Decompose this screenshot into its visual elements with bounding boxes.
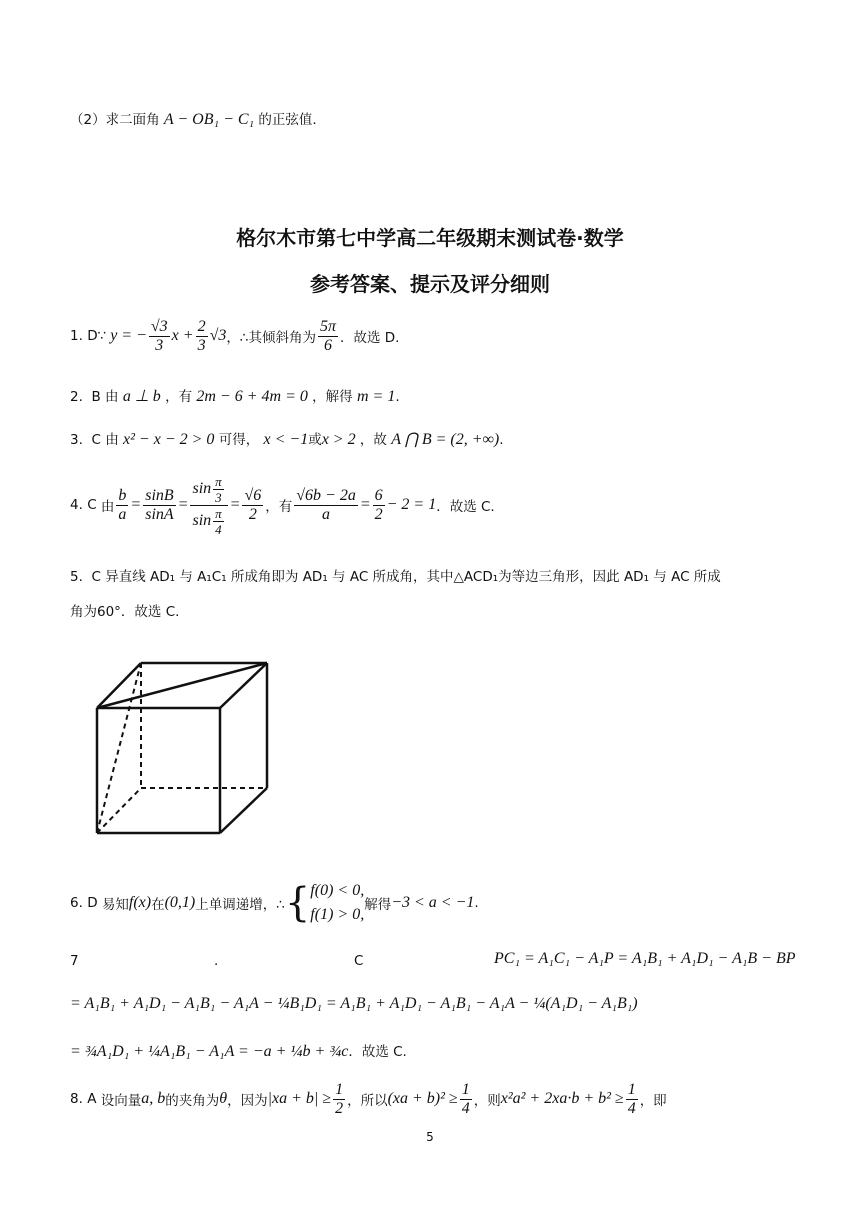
angle-fraction: $\frac{5\pi}{6}$ [319, 317, 336, 354]
text: ，则 [473, 1093, 501, 1109]
answer-number: 1. [70, 328, 83, 344]
answer-4 [70, 466, 495, 544]
equation-lhs: y = − [110, 327, 147, 344]
answer-choice: C [87, 497, 97, 513]
answer-1 [70, 314, 399, 358]
result: −3 < a < −1 [391, 894, 475, 911]
answer-number: 3. [70, 432, 83, 448]
text: 的夹角为 [165, 1093, 220, 1109]
text: 由 [100, 499, 115, 515]
equation: 2m − 6 + 4m = 0 [196, 388, 308, 405]
text: ，有 [265, 499, 293, 515]
because-symbol: ∵ [97, 328, 107, 344]
answer-number: 8. [70, 1091, 83, 1107]
document-title: 格尔木市第七中学高二年级期末测试卷·数学 [236, 226, 624, 250]
answer-text: 异直线 AD₁ 与 A₁C₁ 所成角即为 AD₁ 与 AC 所成角，其中△ACD₁为等边三角形，因此 AD₁ 与 AC 所成 [105, 569, 721, 585]
equals: = [359, 496, 371, 513]
interval: (0,1) [164, 894, 196, 911]
vectors: a, b [141, 1090, 166, 1107]
condition-system: f(0) < 0, f(1) > 0, [310, 882, 365, 923]
cube-diagram [70, 630, 300, 862]
fraction: $\frac{1}{4}$ [627, 1080, 636, 1117]
q2-suffix: 的正弦值. [258, 112, 317, 128]
text: ，即 [639, 1093, 667, 1109]
text: 上单调递增，∴ [195, 897, 285, 913]
absolute-inequality: |xa + b| ≥ [267, 1090, 332, 1107]
fraction: $\frac{1}{2}$ [335, 1080, 344, 1117]
equals: = [177, 496, 189, 513]
angle-symbol: θ [219, 1090, 228, 1107]
text: ，有 [165, 389, 193, 405]
range-1: x < −1 [263, 431, 309, 448]
range-2: x > 2 [321, 431, 356, 448]
answer-2 [70, 385, 400, 406]
fraction: $\frac{√6}{2}$ [244, 486, 262, 523]
solution: m = 1 [356, 388, 396, 405]
sqrt-term: √3 [209, 327, 227, 344]
document-subtitle: 参考答案、提示及评分细则 [310, 272, 550, 296]
answer-7-number: 7 [70, 953, 79, 969]
equals: = [229, 496, 241, 513]
answer-number: 6. [70, 895, 83, 911]
answer-7-line-2: = A₁B₁ + A₁D₁ − A₁B₁ − A₁A − ¼B₁D₁ = A₁B₁ + A₁D₁ − A₁B₁ − A₁A − ¼(A₁D₁ − A₁B₁) [70, 995, 638, 1012]
equation-mid: x + [171, 327, 194, 344]
compound-fraction: sin $\frac{\pi}{3}$ sin $\frac{\pi}{4}$ [190, 475, 227, 536]
answer-end: ．故选 D. [339, 330, 400, 346]
answer-5-line-1 [70, 565, 721, 585]
q2-expression: A − OB₁ − C₁ [163, 111, 255, 128]
answer-5-line-2: 角为60°．故选 C. [70, 604, 180, 620]
hidden-edge-ad [97, 788, 141, 833]
squared-inequality: (xa + b)² ≥ [387, 1090, 458, 1107]
answer-choice: C [91, 432, 101, 448]
fraction: $\frac{\sin B}{\sin A}$ [145, 486, 174, 523]
answer-number: 2. [70, 389, 83, 405]
answer-end: ．故选 C. [436, 499, 495, 515]
answer-choice: A [87, 1091, 97, 1107]
text: 解得 [364, 897, 392, 913]
brace-icon: { [284, 880, 311, 926]
text: ，故 [359, 432, 387, 448]
text: 由 [105, 389, 119, 405]
answer-choice: D [87, 328, 98, 344]
answer-choice: C [91, 569, 101, 585]
answer-number: 5. [70, 569, 83, 585]
fraction: $\frac{b}{a}$ [118, 486, 127, 523]
text: ，因为 [227, 1093, 268, 1109]
equals: = [130, 496, 142, 513]
answer-6 [70, 876, 479, 930]
answer-7-line-1: PC₁ = A₁C₁ − A₁P = A₁B₁ + A₁D₁ − A₁B − BP [494, 950, 796, 967]
function: f(x) [128, 894, 152, 911]
answer-7-choice: C [354, 953, 364, 969]
text: . [395, 389, 400, 405]
expression: − 2 = 1 [386, 496, 437, 513]
text: ，解得 [312, 389, 353, 405]
text: 易知 [101, 897, 129, 913]
answer-7-dot: . [214, 953, 219, 969]
text: . [499, 432, 504, 448]
expanded-inequality: x²a² + 2xa·b + b² ≥ [500, 1090, 624, 1107]
text: 在 [151, 897, 165, 913]
answer-number: 4. [70, 497, 83, 513]
inequality: x² − x − 2 > 0 [123, 431, 215, 448]
answer-8 [70, 1076, 667, 1122]
fraction: $\frac{1}{4}$ [461, 1080, 470, 1117]
perpendicular-expr: a ⊥ b [122, 388, 161, 405]
text: 由 [105, 432, 119, 448]
answer-3 [70, 428, 504, 449]
question-2-line [70, 108, 317, 129]
hidden-diagonal-ad1 [97, 663, 141, 833]
answer-7-line-3: = ¾A₁D₁ + ¼A₁B₁ − A₁A = −a + ¼b + ¾c．故选 C. [70, 1043, 407, 1060]
text: . [474, 895, 479, 911]
text: 可得， [218, 432, 260, 448]
result: A ⋂ B = (2, +∞) [391, 431, 500, 448]
text: 或 [308, 432, 322, 448]
edge-bc [220, 788, 267, 833]
answer-choice: D [87, 895, 98, 911]
text: 设向量 [100, 1093, 142, 1109]
diagonal-a1c1 [97, 663, 267, 708]
fraction: $\frac{6}{2}$ [374, 486, 383, 523]
text: ，所以 [347, 1093, 388, 1109]
fraction: $\frac{√6b - 2a}{a}$ [296, 486, 356, 523]
q2-label: （2）求二面角 [70, 112, 160, 128]
therefore-text: ，∴其倾斜角为 [226, 330, 316, 346]
answer-choice: B [91, 389, 101, 405]
fraction: $\frac{2}{3}$ [197, 317, 206, 354]
fraction: $\frac{√3}{3}$ [150, 317, 168, 354]
page-number: 5 [426, 1130, 434, 1144]
